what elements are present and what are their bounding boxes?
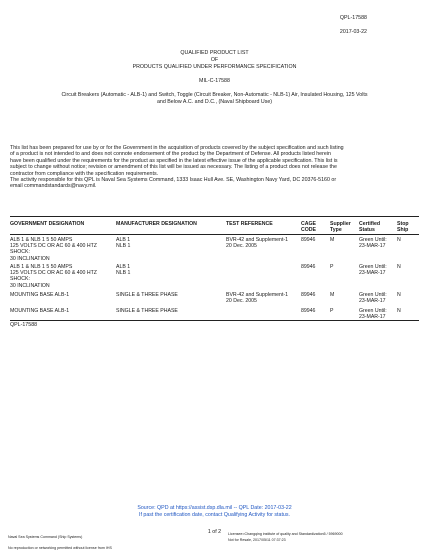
table-bottom-rule [10, 320, 419, 321]
intro-paragraph [10, 145, 420, 177]
test-reference: BVR-42 and Supplement-1 20 Dec. 2005 [226, 237, 288, 250]
header-manufacturer-designation: MANUFACTURER DESIGNATION [116, 221, 197, 227]
header-test-reference: TEST REFERENCE [226, 221, 273, 227]
supplier-type: M [330, 237, 335, 243]
activity-paragraph [10, 177, 420, 190]
certified-status: Green Until: 23-MAR-17 [359, 264, 387, 277]
supplier-type: P [330, 264, 334, 270]
manufacturer-designation: SINGLE & THREE PHASE [116, 292, 178, 298]
certification-note: If past the certification date, contact Qualifying Activity for status. [138, 512, 291, 518]
footer-right-resale: Not for Resale, 2017/05/11 07:37:23 [228, 538, 286, 542]
activity-line: email commandstandards@navy.mil. [10, 183, 97, 190]
page-number: 1 of 2 [207, 529, 222, 535]
cage-code: 89946 [301, 264, 316, 270]
government-designation: MOUNTING BASE ALB-1 [10, 292, 70, 298]
cage-code: 89946 [301, 237, 316, 243]
manufacturer-designation: SINGLE & THREE PHASE [116, 308, 178, 314]
spec-description-1: Circuit Breakers (Automatic - ALB-1) and Switch, Toggle (Circuit Breaker, Non-Automatic - NLB-1) Air, Insulated Housing, 125 Volts [61, 92, 368, 98]
source-note[interactable]: Source: QPD at https://assist.dsp.dla.mil -- QPL Date: 2017-03-22 [137, 505, 292, 511]
table-header-rule [10, 234, 419, 235]
manufacturer-designation: ALB 1 NLB 1 [116, 237, 131, 250]
intro-line: have been qualified under the requirements for the product as specified in the latest effective issue of the applicable specification. This list is [10, 157, 338, 164]
spec-number: MIL-C-17588 [199, 78, 230, 84]
stop-ship: N [397, 264, 401, 270]
supplier-type: P [330, 308, 334, 314]
government-designation: ALB 1 & NLB 1 5 50 AMPS 125 VOLTS DC OR AC 60 & 400 HTZ SHOCK: 30 INCLINATION [10, 237, 97, 262]
title-line-1: QUALIFIED PRODUCT LIST [180, 50, 249, 56]
supplier-type: M [330, 292, 335, 298]
government-designation: ALB 1 & NLB 1 5 50 AMPS 125 VOLTS DC OR AC 60 & 400 HTZ SHOCK: 30 INCLINATION [10, 264, 97, 289]
intro-line: of a product is not intended to and does not connote endorsement of the product by the Department of Defense. All products listed herein [10, 151, 331, 158]
table-top-rule [10, 216, 419, 217]
document-date: 2017-03-22 [339, 29, 367, 35]
stop-ship: N [397, 237, 401, 243]
spec-description-2: and Below A.C. and D.C., (Naval Shipboard Use) [156, 99, 273, 105]
certified-status: Green Until: 23-MAR-17 [359, 237, 387, 250]
header-certified-status: Certified Status [359, 221, 381, 234]
footer-right-licensee: Licensee=Changqing institute of quality and Standardization5 / 5969000 [228, 532, 343, 536]
document-id: QPL-17588 [339, 15, 367, 21]
manufacturer-designation: ALB 1 NLB 1 [116, 264, 131, 277]
test-reference: BVR-42 and Supplement-1 20 Dec. 2005 [226, 292, 288, 305]
title-line-2: OF [210, 57, 219, 63]
footer-left-publisher: Naval Sea Systems Command (Ship Systems) [8, 535, 83, 539]
intro-line: subject to change without notice; revision or amendment of this list will be issued as necessary. The listing of a product does not release the [10, 164, 337, 171]
header-government-designation: GOVERNMENT DESIGNATION [10, 221, 85, 227]
government-designation: MOUNTING BASE ALB-1 [10, 308, 70, 314]
certified-status: Green Until: 23-MAR-17 [359, 292, 387, 305]
title-line-3: PRODUCTS QUALIFIED UNDER PERFORMANCE SPECIFICATION [132, 64, 297, 70]
header-cage-code: CAGE CODE [301, 221, 316, 234]
header-stop-ship: Stop Ship [397, 221, 409, 234]
stop-ship: N [397, 292, 401, 298]
cage-code: 89946 [301, 308, 316, 314]
stop-ship: N [397, 308, 401, 314]
intro-line: This list has been prepared for use by or for the Government in the acquisition of products covered by the subject specification and such listing [10, 145, 344, 151]
header-supplier-type: Supplier Type [330, 221, 351, 234]
footer-left-license: No reproduction or networking permitted without license from IHS [8, 546, 112, 550]
certified-status: Green Until: 23-MAR-17 [359, 308, 387, 321]
table-footer-id: QPL-17588 [10, 322, 38, 328]
activity-line: The activity responsible for this QPL is Naval Sea Systems Command, 1333 Isaac Hull Ave. SE, Washington Navy Yard, DC 20376-5160 or [10, 177, 337, 183]
cage-code: 89946 [301, 292, 316, 298]
intro-line: contractor from compliance with the specification requirements. [10, 170, 159, 177]
